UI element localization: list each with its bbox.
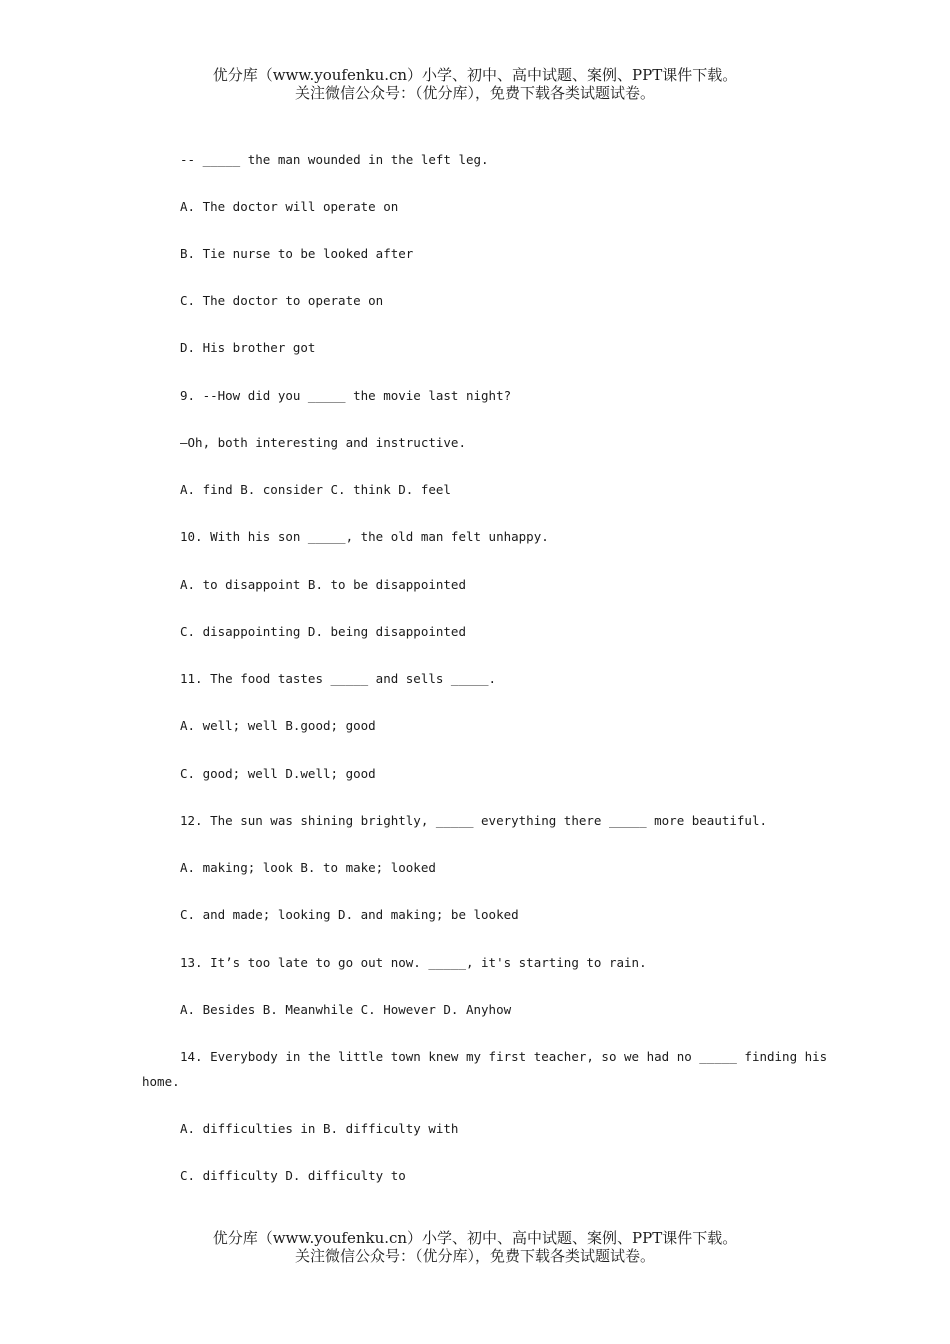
question-13-prompt: 13. It’s too late to go out now. _____, it's starting to rain.: [180, 955, 647, 970]
question-12-prompt: 12. The sun was shining brightly, _____ everything there _____ more beautiful.: [180, 813, 767, 828]
question-8-option-c: C. The doctor to operate on: [180, 293, 384, 308]
question-8-option-b: B. Tie nurse to be looked after: [180, 246, 414, 261]
question-11-prompt: 11. The food tastes _____ and sells _____.: [180, 671, 497, 686]
header-line-1: 优分库（www.youfenku.cn）小学、初中、高中试题、案例、PPT课件下载。: [212, 66, 738, 84]
page-footer: [0, 1229, 950, 1265]
question-11-options-ab: A. well; well B.good; good: [180, 718, 376, 733]
question-11-options-cd: C. good; well D.well; good: [180, 766, 376, 781]
question-10-options-cd: C. disappointing D. being disappointed: [180, 624, 466, 639]
footer-line-2: 关注微信公众号：（优分库），免费下载各类试题试卷。: [294, 1247, 655, 1265]
question-14-options-ab: A. difficulties in B. difficulty with: [180, 1121, 459, 1136]
question-13-options: A. Besides B. Meanwhile C. However D. Anyhow: [180, 1002, 512, 1017]
question-10-prompt: 10. With his son _____, the old man felt unhappy.: [180, 529, 549, 544]
question-9-prompt: 9. --How did you _____ the movie last night?: [180, 388, 512, 403]
question-8-option-d: D. His brother got: [180, 340, 316, 355]
question-10-options-ab: A. to disappoint B. to be disappointed: [180, 577, 466, 592]
question-9-options: A. find B. consider C. think D. feel: [180, 482, 451, 497]
question-12-options-ab: A. making; look B. to make; looked: [180, 860, 436, 875]
question-8-prompt: -- _____ the man wounded in the left leg.: [180, 152, 489, 167]
header-line-2: 关注微信公众号：（优分库），免费下载各类试题试卷。: [294, 84, 655, 102]
footer-line-1: 优分库（www.youfenku.cn）小学、初中、高中试题、案例、PPT课件下载。: [212, 1229, 738, 1247]
question-8-option-a: A. The doctor will operate on: [180, 199, 399, 214]
question-14-prompt: 14. Everybody in the little town knew my first teacher, so we had no _____ finding his: [180, 1049, 828, 1064]
question-14-options-cd: C. difficulty D. difficulty to: [180, 1168, 406, 1183]
question-9-reply: —Oh, both interesting and instructive.: [180, 435, 466, 450]
question-14-prompt-continuation: home.: [142, 1074, 180, 1089]
question-12-options-cd: C. and made; looking D. and making; be looked: [180, 907, 519, 922]
